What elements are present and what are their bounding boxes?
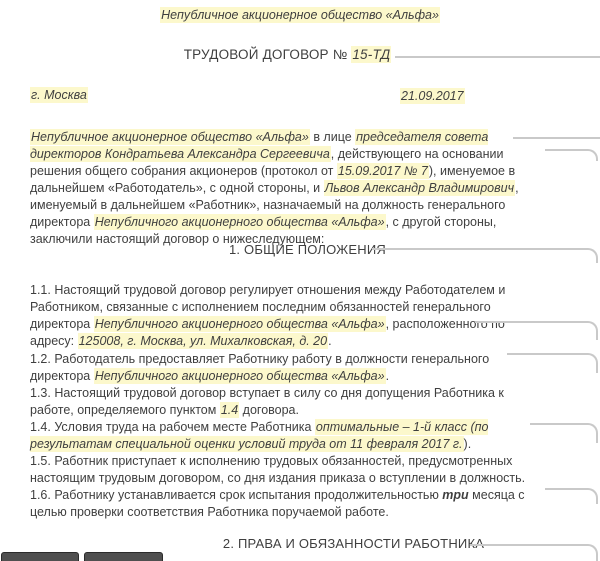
callout-line-intro-1 [513,137,600,139]
clause-1-1: 1.1. Настоящий трудовой договор регулирует отношения между Работодателем и Работником, связанные с исполнением последним обязанностей генерального директора Непубличного акционерного общества «Альфа», расположенного по адресу: 125008, г. Москва, ул. Михалковская, д. 20. [30,283,506,348]
clause-1-4: 1.4. Условия труда на рабочем месте Работника оптимальные – 1-й класс (по результатам специальной оценки условий труда от 11 февраля 2017 г.). [30,420,489,451]
section-2-heading: 2. ПРАВА И ОБЯЗАННОСТИ РАБОТНИКА [222,536,485,551]
company-name-field: Непубличное акционерное общество «Альфа» [161,8,439,22]
intro-paragraph: Непубличное акционерное общество «Альфа» в лице председателя совета директоров Кондратьева Александра Сергеевича, действующего на основании решения общего собрания акционеров (протокол от 15.09.2017 № 7), именуемое в дальнейшем «Работодатель», с одной стороны, и Львов Александр Владимирович, именуемый в дальнейшем «Работник», назначаемый на должность генерального директора Непубличного акционерного общества «Альфа», с другой стороны, заключили настоящий договор о нижеследующем: [30,130,519,246]
callout-line-clause-1-2 [507,353,598,373]
contract-number-field: 15-ТД [352,47,391,62]
callout-line-clause-1-6 [545,488,598,504]
bottom-button-2[interactable] [84,552,163,561]
clause-1-5: 1.5. Работник приступает к исполнению трудовых обязанностей, предусмотренных настоящим трудовым договором, со дня издания приказа о вступлении в должность. [30,454,526,485]
section-1-heading: 1. ОБЩИЕ ПОЛОЖЕНИЯ [229,242,386,257]
callout-line-section-2 [470,544,598,561]
callout-line-title [395,56,600,58]
city-date-row [30,88,545,105]
date-field: 21.09.2017 [401,89,464,103]
bottom-button-1[interactable] [1,552,79,561]
callout-line-clause-1-1 [475,321,598,340]
clause-1-3: 1.3. Настоящий трудовой договор вступает в силу со дня допущения Работника к работе, определяемого пунктом 1.4 договора. [30,386,504,417]
city-field: г. Москва [31,88,87,102]
clause-1-6: 1.6. Работнику устанавливается срок испытания продолжительностью три месяца с целью проверки соответствия Работника поручаемой работе. [30,488,525,519]
contract-title-text: ТРУДОВОЙ ДОГОВОР № [183,47,352,62]
callout-line-section-1 [372,248,598,263]
callout-line-clause-1-4 [530,423,598,443]
clause-1-2: 1.2. Работодатель предоставляет Работнику работу в должности генерального директора Непубличного акционерного общества «Альфа». [30,352,490,383]
contract-title [30,47,545,62]
callout-line-intro-2 [545,149,598,161]
company-name [0,8,600,22]
